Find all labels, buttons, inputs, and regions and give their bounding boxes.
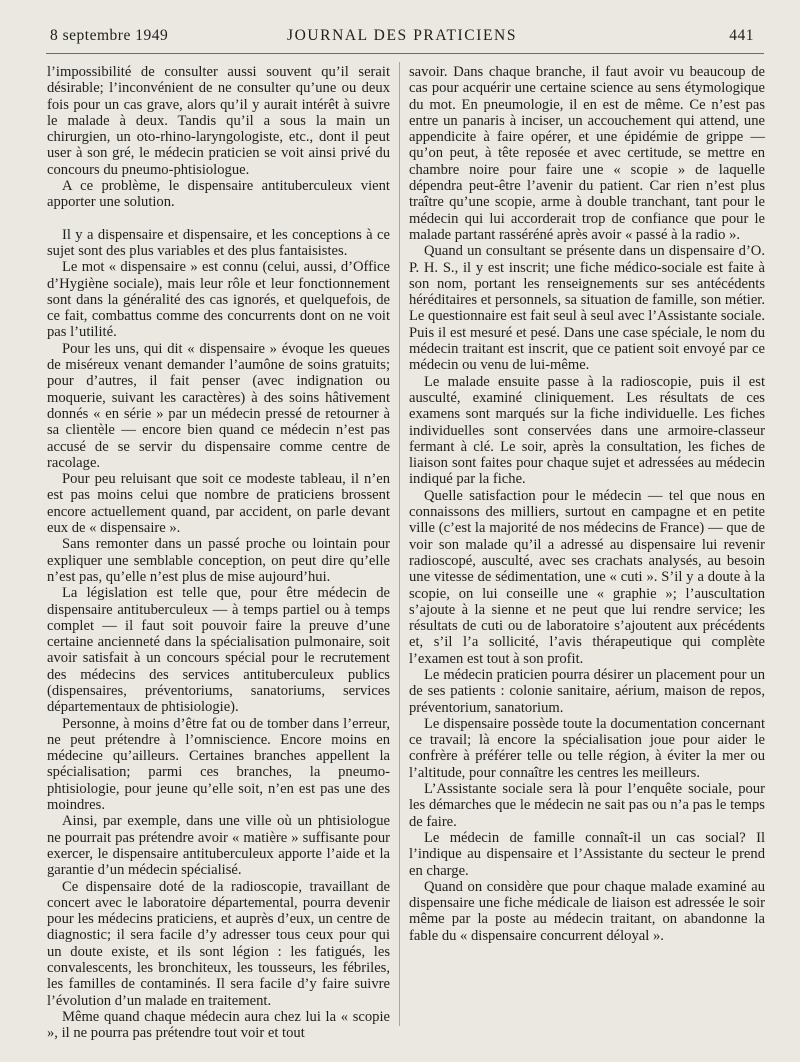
paragraph: Le dispensaire possède toute la documentation concernant ce travail; là encore la spécialisation joue pour aider le confrère à préférer telle ou telle région, à éviter la mer ou l’altitude, pour connaître les centres les meilleurs.	[409, 715, 765, 781]
header-rule	[46, 53, 764, 54]
page-number: 441	[729, 27, 754, 44]
paragraph: Pour les uns, qui dit « dispensaire » évoque les queues de miséreux venant demander l’aumône de soins gratuits; pour d’autres, il fait penser (avec indignation ou moquerie, suivant les caractères) à des soins hâtivement donnés « en série » par un médecin pressé de retourner à sa clientèle — encore bien quand ce médecin n’est pas accusé de se servir du dispensaire comme centre de racolage.	[47, 340, 390, 471]
paragraph: Même quand chaque médecin aura chez lui la « scopie », il ne pourra pas prétendre tout voir et tout	[47, 1008, 390, 1042]
paragraph: Le médecin de famille connaît-il un cas social? Il l’indique au dispensaire et l’Assistante du secteur le prend en charge.	[409, 829, 765, 879]
paragraph: Quelle satisfaction pour le médecin — tel que nous en connaissons des milliers, surtout en campagne et en petite ville (c’est la majorité de nos médecins de France) — que de voir son malade qu’il a adressé au dispensaire lui revenir radioscopé, ausculté, avec ses crachats analysés, au besoin une vitesse de sédimentation, une « cuti ». S’il y a doute à la scopie, on lui conseille une « graphie »; l’auscultation s’ajoute à la sienne et ne peut que lui rendre service; les résultats de cuti ou de laboratoire s’ajoutent aux précédents et, s’il l’a sollicité, l’avis thérapeutique qui complète l’examen est tout à son profit.	[409, 487, 765, 667]
paragraph: Quand on considère que pour chaque malade examiné au dispensaire une fiche médicale de liaison est adressée le soir même par la poste au médecin traitant, on abandonne la fable du « dispensaire concurrent déloyal ».	[409, 878, 765, 944]
paragraph: A ce problème, le dispensaire antituberculeux vient apporter une solution.	[47, 178, 390, 211]
issue-date: 8 septembre 1949	[50, 27, 169, 44]
left-column	[47, 64, 390, 1042]
paragraph: Pour peu reluisant que soit ce modeste tableau, il n’en est pas moins celui que nombre de praticiens brossent encore actuellement quand, par accident, on parle devant eux de « dispensaire ».	[47, 471, 390, 537]
paragraph: Il y a dispensaire et dispensaire, et les conceptions à ce sujet sont des plus variables et des plus fantaisistes.	[47, 226, 390, 259]
running-header	[50, 24, 754, 46]
paragraph: Ce dispensaire doté de la radioscopie, travaillant de concert avec le laboratoire départemental, pourra devenir pour les médecins praticiens, et auprès d’eux, un centre de diagnostic; il sera facile d’y adresser tous ceux pour qui un doute existe, et ils sont légion : les fatigués, les convalescents, les bronchiteux, les tousseurs, les fébriles, les familles de contaminés. Il sera facile d’y faire suivre l’évolution d’un malade en traitement.	[47, 878, 390, 1009]
paragraph: Le malade ensuite passe à la radioscopie, puis il est ausculté, examiné cliniquement. Les résultats de ces examens sont marqués sur la fiche individuelle. Les fiches individuelles sont conservées dans une armoire-classeur fermant à clé. Le soir, après la consultation, les fiches de liaison sont faites pour chaque sujet et adressées au médecin indiqué par la fiche.	[409, 373, 765, 488]
paragraph: Personne, à moins d’être fat ou de tomber dans l’erreur, ne peut prétendre à l’omniscience. Encore moins en médecine qu’ailleurs. Certaines branches appellent la spécialisation; parmi ces branches, la pneumo-phtisiologie, pour jeune qu’elle soit, n’en est pas une des moindres.	[47, 715, 390, 814]
paragraph: La législation est telle que, pour être médecin de dispensaire antituberculeux — à temps partiel ou à temps complet — il faut soit pouvoir faire la preuve d’une certaine ancienneté dans la spécialisation pulmonaire, soit avoir satisfait à un concours spécial pour le recrutement des médecins des services antituberculeux publics (dispensaires, préventoriums, sanatoriums, services départementaux de phtisiologie).	[47, 585, 390, 716]
paragraph: Sans remonter dans un passé proche ou lointain pour expliquer une semblable conception, on peut dire qu’elle n’est pas, qu’elle n’est plus de mise aujourd’hui.	[47, 536, 390, 585]
column-divider	[399, 62, 400, 1026]
journal-title: JOURNAL DES PRATICIENS	[286, 27, 518, 44]
paragraph: l’impossibilité de consulter aussi souvent qu’il serait désirable; l’inconvénient de ne consulter qu’une ou deux fois pour un cas grave, alors qu’il y aurait intérêt à suivre le malade à deux. Tandis qu’il a sous la main un chirurgien, un oto-rhino-laryngologiste, etc., dont il peut user à son gré, le médecin praticien se voit ainsi privé du concours du pneumo-phtisiologue.	[47, 64, 390, 178]
paragraph: Ainsi, par exemple, dans une ville où un phtisiologue ne pourrait pas prétendre avoir « matière » suffisante pour exercer, le dispensaire antituberculeux apporte l’aide et la garantie d’un médecin spécialisé.	[47, 813, 390, 879]
right-column	[409, 64, 765, 944]
paragraph: Quand un consultant se présente dans un dispensaire d’O. P. H. S., il y est inscrit; une fiche médico-sociale est faite à son nom, portant les renseignements sur ses antécédents héréditaires et personnels, sa situation de famille, son métier. Le questionnaire est fait seul à seul avec l’Assistante sociale. Puis il est mesuré et pesé. Dans une case spéciale, le nom du médecin traitant est inscrit, que ce patient soit envoyé par ce médecin ou venu de lui-même.	[409, 243, 765, 374]
paragraph: Le mot « dispensaire » est connu (celui, aussi, d’Office d’Hygiène sociale), mais leur rôle et leur fonctionnement sont dans la généralité des cas ignorés, et quelquefois, de ce fait, combattus comme des concurrents dont on ne voit pas l’utilité.	[47, 259, 390, 341]
paragraph: savoir. Dans chaque branche, il faut avoir vu beaucoup de cas pour acquérir une certaine science au sens étymologique du mot. En pneumologie, il en est de même. Ce n’est pas entre un panaris à inciser, un accouchement qui attend, une appendicite à faire opérer, et une épidémie de grippe — qu’on peut, à tête reposée et avec certitude, se mettre en chambre noire pour faire une « scopie » de laquelle dépendra peut-être l’avenir du patient. Car rien n’est plus traître qu’une scopie, arme à double tranchant, tant pour le médecin qui lui accorderait trop de confiance que pour le malade partant rasséréné après avoir « passé à la radio ».	[409, 64, 765, 243]
paragraph: L’Assistante sociale sera là pour l’enquête sociale, pour les démarches que le médecin ne sait pas ou n’a pas le temps de faire.	[409, 781, 765, 830]
paragraph: Le médecin praticien pourra désirer un placement pour un de ses patients : colonie sanitaire, aérium, maison de repos, préventorium, sanatorium.	[409, 666, 765, 716]
